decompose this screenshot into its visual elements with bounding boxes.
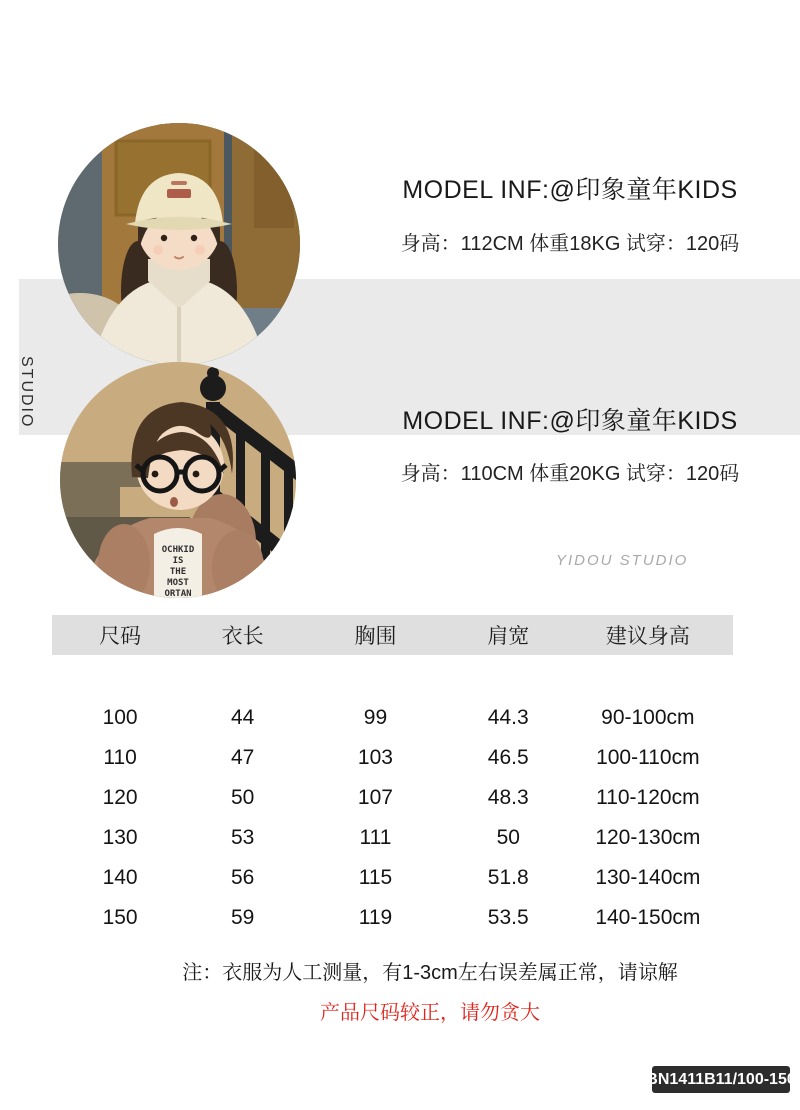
table-cell: 120 (102, 786, 138, 809)
table-cell: 150 (102, 906, 138, 929)
table-cell: 50 (496, 826, 520, 849)
table-cell: 53.5 (487, 906, 529, 929)
sku-badge: BN1411B11/100-150 (652, 1066, 790, 1093)
table-cell: 46.5 (487, 746, 529, 769)
table-cell: 120-130cm (595, 826, 701, 849)
tee-text-line: THE (169, 567, 187, 577)
header-size: 尺码 (99, 625, 142, 648)
size-table-header (52, 615, 733, 655)
table-cell: 90-100cm (601, 706, 695, 729)
table-cell: 44.3 (487, 706, 529, 729)
table-row (52, 818, 733, 858)
table-cell: 47 (230, 746, 255, 769)
tee-text-line: ORTAN (164, 589, 192, 598)
tee-text-line: OCHKID (161, 545, 195, 555)
studio-watermark: YIDOU STUDIO (556, 552, 689, 569)
table-cell: 50 (230, 786, 255, 809)
table-row (52, 858, 733, 898)
boy-model-photo (60, 362, 296, 598)
size-table-body (52, 698, 733, 938)
table-cell: 44 (230, 706, 255, 729)
girl-photo-illustration (58, 123, 300, 365)
table-cell: 59 (230, 906, 255, 929)
table-cell: 140 (102, 866, 138, 889)
table-cell: 115 (358, 866, 393, 889)
table-cell: 53 (230, 826, 255, 849)
tee-text-line: MOST (167, 578, 189, 588)
model1-title: MODEL INF:@印象童年KIDS (402, 176, 738, 204)
table-cell: 119 (358, 906, 393, 929)
header-recommended-height: 建议身高 (605, 625, 690, 648)
header-garment-length: 衣长 (221, 625, 264, 648)
table-cell: 110 (103, 746, 137, 769)
table-cell: 100-110cm (596, 746, 700, 769)
girl-model-photo (58, 123, 300, 365)
table-cell: 103 (357, 746, 393, 769)
boy-photo-illustration (60, 362, 296, 598)
table-cell: 51.8 (487, 866, 529, 889)
tee-text-line: IS (172, 556, 184, 566)
size-warning-note: 产品尺码较正，请勿贪大 (320, 1002, 540, 1024)
table-cell: 48.3 (487, 786, 529, 809)
model2-title: MODEL INF:@印象童年KIDS (402, 407, 738, 435)
table-row (52, 738, 733, 778)
table-cell: 100 (102, 706, 138, 729)
table-row (52, 778, 733, 818)
table-cell: 99 (363, 706, 388, 729)
table-cell: 56 (230, 866, 255, 889)
header-chest: 胸围 (354, 625, 397, 648)
model1-stats: 身高：112CM 体重18KG 试穿：120码 (400, 233, 740, 255)
table-cell: 130 (102, 826, 138, 849)
table-cell: 130-140cm (595, 866, 701, 889)
model2-stats: 身高：110CM 体重20KG 试穿：120码 (400, 463, 740, 485)
table-cell: 140-150cm (595, 906, 701, 929)
table-cell: 111 (359, 826, 392, 849)
measurement-note: 注：衣服为人工测量，有1-3cm左右误差属正常，请谅解 (182, 962, 678, 984)
header-shoulder: 肩宽 (487, 625, 530, 648)
table-row (52, 698, 733, 738)
table-cell: 110-120cm (596, 786, 700, 809)
studio-vertical-label: STUDIO (18, 356, 35, 429)
table-cell: 107 (357, 786, 393, 809)
table-row (52, 898, 733, 938)
